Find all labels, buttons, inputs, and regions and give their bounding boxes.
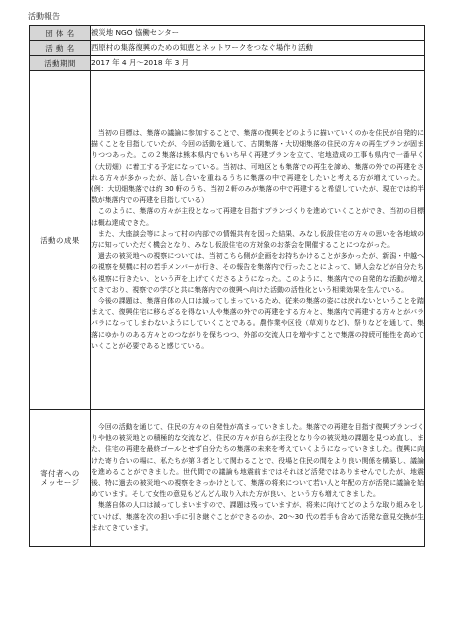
group-row [30,26,425,41]
message-label [30,410,91,547]
message-paragraph: 集落自体の人口は減ってしまいますので、課題は残っていますが、将来に向けてどのような取り組みをしていけば、集落を次の担い手に引き継ぐことができるのか、20～30 代の若手も含めて活発な意見交換が生まれてきています。 [91,501,424,532]
message-row [30,410,425,547]
period-label: 活動期間 [30,56,91,71]
report-table [29,25,425,547]
report-heading: 活動報告 [28,12,60,21]
results-body [91,71,425,410]
results-label: 活動の成果 [30,71,91,410]
activity-label: 活 動 名 [30,41,91,56]
message-paragraph: 今回の活動を通じて、住民の方々の自発性が高まっていきました。集落での再建を目指す復興プランづくりや他の被災地との積極的な交流など、住民の方々が自らが主役となり今の被災地の課題を見つめ直し、また、住宅の再建を最終ゴールとせず自分たちの集落の未来を考えていくようになっていきました。復興に向けた寄り合いの場に、私たちが第３者として関わることで、役場と住民の間をより良い関係を構築し、議論を進めることができました。世代間での議論も地震前まではそれほど活発ではありませんでしたが、地震後、特に過去の被災地への視察をきっかけとして、集落の将来について若い人と年配の方が活発に議論を始めています。そして女性の意見もどんどん取り入れた方が良い、という方も増えてきました。 [91,422,424,499]
results-row [30,71,425,410]
activity-row [30,41,425,56]
results-paragraph: 過去の被災地への視察については、当初こちら側が企画をお持ちかけることが多かったが、新潟・中越への視察を契機に村の若手メンバーが行き、その報告を集落内で行ったことによって、婦人会などが自分たちも視察に行きたい、という声を上げてくださるようになった。このように、集落内での自発的な活動が増えてきており、視察での学びと共に集落内での復興へ向けた活動の活性化という相乗効果を生んでいる。 [91,252,424,294]
message-label-line1: 寄付者への [40,469,80,478]
results-paragraph: また、大座談会等によって村の内部での情報共有を図った結果、みなし仮設住宅の方々の思いを各地域の方に知っていただく機会となり、みなし仮設住宅の方対象のお茶会を開催することにつながった。 [91,229,424,249]
group-value: 被災地 NGO 恊働センター [91,26,425,41]
period-value: 2017 年 4 月～2018 年 3 月 [91,56,425,71]
period-row [30,56,425,71]
results-paragraph: 今後の課題は、集落自体の人口は減ってしまっているため、従来の集落の姿には戻れないということを踏まえて、復興住宅に移らざるを得ない人や集落の外での再建をする方々と、集落内で再建する方々とがバラバラになってしまわないようにしていくことである。農作業や区役（草刈りなど)、祭りなどを通して、集落にゆかりのある方々とのつながりを保ちつつ、外部の交流人口を増やすことで集落の持続可能性を高めていくことが必要であると感じている。 [91,297,424,350]
group-label: 団 体 名 [30,26,91,41]
results-paragraph: このように、集落の方々が主役となって再建を目指すプランづくりを進めていくことができ、当初の目標は概ね達成できた。 [91,207,424,227]
message-label-line2: メッセージ [40,478,80,487]
activity-value: 西原村の集落復興のための知恵とネットワークをつなぐ場作り活動 [91,41,425,56]
results-paragraph: 当初の目標は、集落の議論に参加することで、集落の復興をどのように描いていくのかを住民が自発的に描くことを目指していたが、今回の活動を通して、古閑集落・大切畑集落の住民の方々の再生プランが固まりつつあった。この２集落は熊本県内でもいち早く再建プランを立て、宅地造成の工事も県内で一番早く（大切畑）に着工する予定になっている。当初は、可地区とも集落での再生を諦め、集落の外での再建をされる方々が多かったが、話し合いを重ねるうちに集落の中で再建をしたいと考える方が増えていった。(例：大切畑集落では約 30 軒のうち、当初２軒のみが集落の中で再建すると希望していたが、現在では約半数が集落内での再建を目指している） [91,128,424,205]
message-body [91,410,425,547]
